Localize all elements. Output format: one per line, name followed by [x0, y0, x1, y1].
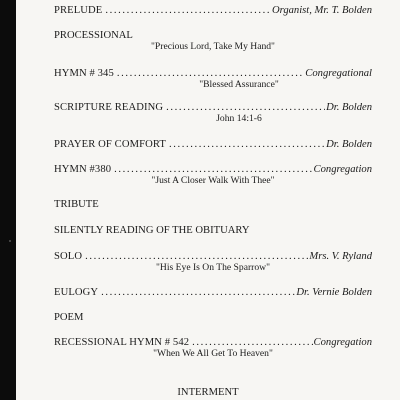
recessional-performer: Congregation: [313, 337, 372, 348]
hymn-345-performer: Congregational: [305, 68, 372, 79]
prayer-label: PRAYER OF COMFORT: [54, 139, 166, 150]
prelude-label: PRELUDE: [54, 5, 103, 16]
solo-performer: Mrs. V. Ryland: [309, 251, 372, 262]
prayer-leader: Dr. Bolden: [326, 139, 372, 150]
hymn-380-song: "Just A Closer Walk With Thee": [151, 175, 275, 186]
hymn-380-label: HYMN #380: [54, 164, 112, 175]
poem-label: POEM: [54, 312, 84, 323]
interment-label: INTERMENT: [177, 387, 239, 398]
processional-song: "Precious Lord, Take My Hand": [151, 41, 275, 52]
hymn-380-performer: Congregation: [313, 164, 372, 175]
processional-label: PROCESSIONAL: [54, 30, 133, 41]
solo-song: "His Eye Is On The Sparrow": [156, 262, 270, 273]
recessional-song: "When We All Get To Heaven": [153, 348, 273, 359]
eulogy-speaker: Dr. Vernie Bolden: [296, 287, 372, 298]
scripture-reference: John 14:1-6: [216, 113, 262, 124]
prelude-line: [54, 4, 372, 17]
dust-speck: [9, 240, 11, 242]
recessional-label: RECESSIONAL HYMN # 542: [54, 337, 190, 348]
obituary-label: SILENTLY READING OF THE OBITUARY: [54, 225, 250, 236]
prelude-performer: Organist, Mr. T. Bolden: [271, 5, 372, 16]
leader-dots: [169, 138, 325, 151]
scripture-reader: Dr. Bolden: [326, 102, 372, 113]
eulogy-line: [54, 286, 372, 299]
leader-dots: [105, 4, 271, 17]
eulogy-label: EULOGY: [54, 287, 99, 298]
prayer-line: [54, 138, 372, 151]
solo-label: SOLO: [54, 251, 83, 262]
program-page: [16, 0, 400, 400]
hymn-345-song: "Blessed Assurance": [199, 79, 279, 90]
leader-dots: [101, 286, 295, 299]
hymn-345-label: HYMN # 345: [54, 68, 114, 79]
scripture-label: SCRIPTURE READING: [54, 102, 164, 113]
tribute-label: TRIBUTE: [54, 199, 99, 210]
